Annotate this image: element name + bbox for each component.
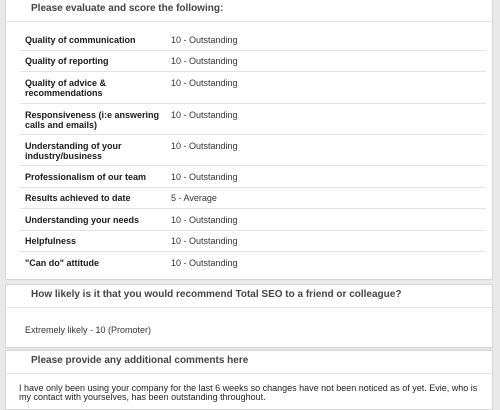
- row-question: Quality of reporting: [25, 56, 109, 66]
- row-question: Understanding of your industry/business: [25, 141, 122, 161]
- table-row: [20, 29, 486, 51]
- comments-panel: [5, 350, 493, 410]
- recommend-answer: Extremely likely - 10 (Promoter): [25, 325, 152, 335]
- row-answer: 10 - Outstanding: [171, 78, 238, 88]
- row-answer: 10 - Outstanding: [171, 171, 238, 182]
- table-row: [20, 188, 486, 209]
- table-row: [20, 135, 486, 166]
- row-question: Understanding your needs: [25, 214, 140, 225]
- row-answer: 10 - Outstanding: [171, 236, 238, 246]
- table-row: [20, 72, 486, 104]
- row-question: Professionalism of our team: [25, 171, 147, 182]
- row-question: Results achieved to date: [25, 193, 131, 203]
- row-answer: 10 - Outstanding: [171, 214, 238, 225]
- evaluation-table: [20, 29, 486, 274]
- row-answer: 10 - Outstanding: [171, 56, 238, 66]
- table-row: [20, 252, 486, 274]
- table-row: [20, 231, 486, 252]
- row-answer: 5 - Average: [171, 193, 217, 203]
- row-question: Helpfulness: [25, 236, 77, 246]
- evaluation-panel: [5, 0, 493, 280]
- table-row: [20, 104, 486, 135]
- row-answer: 10 - Outstanding: [171, 141, 238, 151]
- comments-heading: Please provide any additional comments here: [6, 351, 492, 374]
- table-row: [20, 166, 486, 188]
- row-answer: 10 - Outstanding: [171, 34, 238, 45]
- comment-text: I have only been using your company for the last 6 weeks so changes have not been noticed as of yet. Evie, who is my contact with yourselves, has been outstanding throughout.: [19, 383, 478, 402]
- table-row: [20, 209, 486, 231]
- recommend-panel: [5, 284, 493, 348]
- table-row: [20, 51, 486, 72]
- row-question: Quality of communication: [25, 34, 136, 45]
- row-question: Quality of advice & recommendations: [25, 78, 107, 98]
- evaluation-heading: Please evaluate and score the following:: [6, 0, 492, 22]
- row-question: Responsiveness (i:e answering calls and emails): [25, 110, 160, 130]
- recommend-heading: How likely is it that you would recommend Total SEO to a friend or colleague?: [6, 285, 492, 308]
- row-answer: 10 - Outstanding: [171, 110, 238, 120]
- row-question: "Can do" attitude: [25, 258, 100, 268]
- row-answer: 10 - Outstanding: [171, 258, 238, 268]
